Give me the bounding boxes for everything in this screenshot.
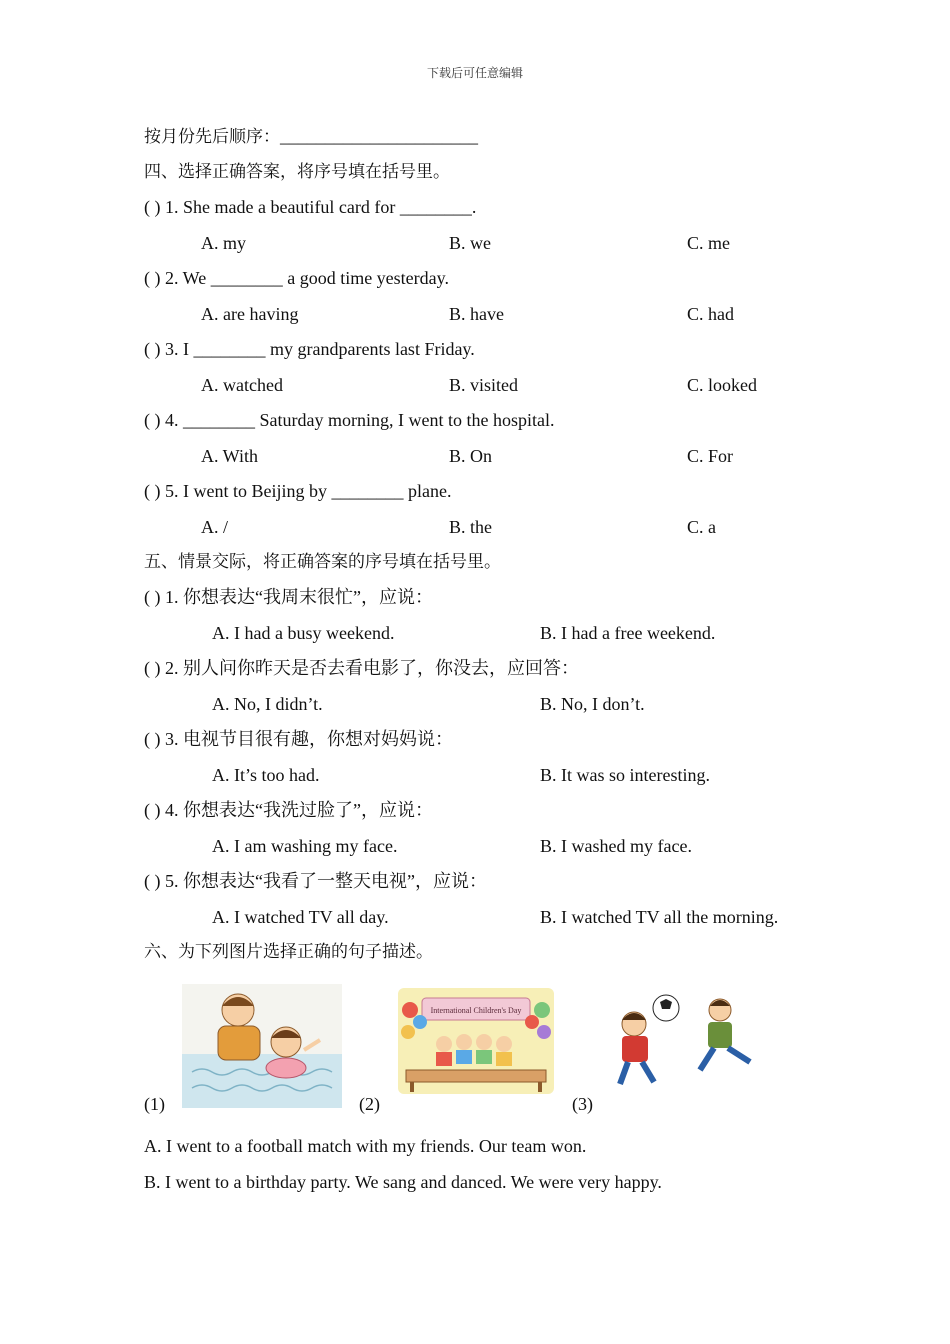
s4-q2: ( ) 2. We ________ a good time yesterday. bbox=[144, 268, 449, 288]
picture-football bbox=[604, 990, 780, 1107]
s5-q3: ( ) 3. 电视节目很有趣，你想对妈妈说： bbox=[144, 729, 453, 749]
sentence-a: A. I went to a football match with my friends. Our team won. bbox=[144, 1136, 587, 1156]
s4-q2-option-a: A. are having bbox=[201, 304, 299, 324]
section4-title: 四、选择正确答案，将序号填在括号里。 bbox=[144, 162, 450, 182]
s5-q1-option-a: A. I had a busy weekend. bbox=[212, 623, 395, 643]
s4-q4-option-c: C. For bbox=[687, 446, 734, 466]
picture-swimming bbox=[182, 984, 342, 1113]
s4-q4: ( ) 4. ________ Saturday morning, I went to the hospital. bbox=[144, 410, 555, 430]
s4-q1-option-c: C. me bbox=[687, 233, 730, 253]
s5-q5-option-b: B. I watched TV all the morning. bbox=[540, 907, 779, 927]
s5-q3-option-b: B. It was so interesting. bbox=[540, 765, 710, 785]
party-banner-text: International Children's Day bbox=[430, 1006, 522, 1015]
s5-q2-option-a: A. No, I didn’t. bbox=[212, 694, 323, 714]
s4-q5-option-c: C. a bbox=[687, 517, 716, 537]
s4-q1: ( ) 1. She made a beautiful card for ________. bbox=[144, 197, 477, 217]
section6-title: 六、为下列图片选择正确的句子描述。 bbox=[144, 942, 433, 962]
s5-q4-option-a: A. I am washing my face. bbox=[212, 836, 398, 856]
s5-q5-option-a: A. I watched TV all day. bbox=[212, 907, 389, 927]
sentence-b: B. I went to a birthday party. We sang and danced. We were very happy. bbox=[144, 1172, 662, 1192]
s5-q2: ( ) 2. 别人问你昨天是否去看电影了，你没去，应回答： bbox=[144, 658, 579, 678]
s4-q4-option-b: B. On bbox=[449, 446, 493, 466]
s5-q3-option-a: A. It’s too had. bbox=[212, 765, 320, 785]
s4-q1-option-a: A. my bbox=[201, 233, 246, 253]
picture-2-label: (2) bbox=[359, 1094, 380, 1114]
page-header: 下载后可任意编辑 bbox=[426, 66, 523, 80]
picture-3-label: (3) bbox=[572, 1094, 593, 1114]
s5-q4-option-b: B. I washed my face. bbox=[540, 836, 692, 856]
s4-q5-option-a: A. / bbox=[201, 517, 228, 537]
order-blank: ______________________ bbox=[280, 126, 478, 146]
s5-q1: ( ) 1. 你想表达“我周末很忙”，应说： bbox=[144, 587, 433, 607]
picture-1-label: (1) bbox=[144, 1094, 165, 1114]
s4-q1-option-b: B. we bbox=[449, 233, 491, 253]
s5-q4: ( ) 4. 你想表达“我洗过脸了”，应说： bbox=[144, 800, 433, 820]
s4-q2-option-b: B. have bbox=[449, 304, 504, 324]
s5-q1-option-b: B. I had a free weekend. bbox=[540, 623, 716, 643]
s4-q5-option-b: B. the bbox=[449, 517, 492, 537]
order-label: 按月份先后顺序： bbox=[144, 127, 280, 147]
section5-title: 五、情景交际，将正确答案的序号填在括号里。 bbox=[144, 552, 501, 572]
s4-q3-option-c: C. looked bbox=[687, 375, 757, 395]
s4-q3-option-a: A. watched bbox=[201, 375, 283, 395]
s4-q5: ( ) 5. I went to Beijing by ________ plane. bbox=[144, 481, 452, 501]
s4-q2-option-c: C. had bbox=[687, 304, 734, 324]
s5-q2-option-b: B. No, I don’t. bbox=[540, 694, 645, 714]
picture-party bbox=[398, 988, 554, 1099]
s4-q4-option-a: A. With bbox=[201, 446, 258, 466]
s5-q5: ( ) 5. 你想表达“我看了一整天电视”，应说： bbox=[144, 871, 487, 891]
s4-q3: ( ) 3. I ________ my grandparents last Friday. bbox=[144, 339, 475, 359]
s4-q3-option-b: B. visited bbox=[449, 375, 519, 395]
order-line bbox=[144, 124, 478, 149]
